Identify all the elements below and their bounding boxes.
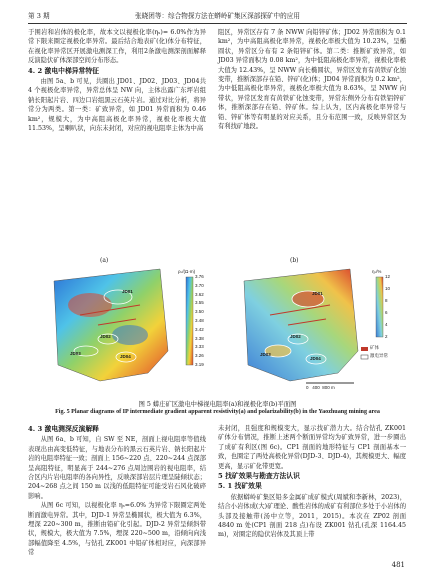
polarizability-map: [230, 255, 405, 395]
scale-b-tick-label: 12: [385, 274, 391, 279]
paragraph: 依据蟒岭矿集区铅多金属矿成矿模式(周斌和李新林，2023)，结合小岩体成(大)矿理论、酸性岩体的成矿有利部位多处于小岩体的头部及接触带(汤中立等，2011，2015)。本次在 ZP02 剖面 4840 m 处(CP1 剖面 218 点)布设 ZK001 钻孔(孔深 1164.45 m)，对圈定的隐伏岩体及其顶上带: [218, 493, 406, 539]
scale-a-tick-label: 3.38: [195, 335, 204, 341]
page-number: 481: [391, 561, 405, 569]
bottom-right-column: [218, 424, 406, 540]
top-right-column: [218, 28, 406, 131]
panel-a-label: (a): [100, 257, 109, 264]
scale-a-tick-label: 3.48: [195, 318, 204, 323]
header-title: 张晓团等：综合物探方法在蟒岭矿集区深部探矿中的应用: [135, 12, 300, 20]
subsection-heading: 5. 1 找矿效果: [218, 482, 262, 491]
anomaly-label-jd02: JD02: [100, 334, 111, 339]
legend-ore-label: 矿体: [370, 345, 379, 350]
paragraph: 由图 5a、b 可见，共圈出 JD01、JD02、JD03、JD04共 4 个视极化率异常，异常总体呈 NW 向，主体出露广东坪岩组钠长阳起片岩、四边口岩组黑云石英片岩。通过对比分析，将异常分为两类。第一类：矿致异常，如 JD01 异常面积为 0.46 km²，规模大，为中高阻高极化率异常，视极化率极大值 11.53%，呈喇叭状，向东未封闭，对应的视电阻率主体为中高: [28, 78, 206, 133]
scale-b-tick-label: 6: [385, 310, 388, 315]
scale-a-tick-label: 3.50: [195, 309, 204, 315]
scale-a-tick-label: 3.42: [195, 326, 204, 332]
paragraph: 从图 6a、b 可知，自 SW 至 NE，剖面上视电阻率等值线表现出由高变低特征，与地表分布的黑云石英片岩、钠长阳起片岩的电阻率特征一致；剖面上 156~220 点、220~244 点深部呈高阻特征，明显高于 244~276 点周边围岩的视电阻率，结合区内片岩电阻率的各向异性，反映深部岩层片理呈陡倾状态；204~268 点之间 150 m 以浅的低阻特征可能受岩石风化破碎影响。: [28, 436, 206, 500]
resistivity-map: [40, 255, 215, 395]
scale-a-tick-label: 3.55: [195, 300, 204, 306]
color-scale-b: [376, 277, 383, 337]
header-rule: [28, 23, 407, 24]
anomaly-label-jd01: JD01: [122, 289, 133, 294]
color-scale-a: [186, 277, 193, 365]
running-header: [28, 8, 407, 22]
scale-bar-label: 0 400 800 m: [306, 385, 335, 390]
scale-a-tick-label: 3.19: [195, 362, 204, 367]
anomaly-label-jd04: JD04: [310, 356, 321, 361]
map-surface: [244, 269, 358, 381]
section-heading: 5 找矿效果与勘查方法认识: [218, 472, 300, 481]
bottom-left-column: [28, 424, 206, 558]
figure-caption-cn: 图 5 蟒庄矿区激电中梯视电阻率(a)和视极化率(b)平面图: [138, 401, 297, 408]
scale-a-title: ρₛ/(Ω·m): [178, 269, 196, 274]
panel-a-resistivity: [40, 255, 215, 395]
scale-a-tick-label: 3.33: [195, 344, 204, 350]
anomaly-label-jd03: JD03: [70, 351, 81, 356]
scale-b-tick-label: 10: [385, 286, 391, 291]
scale-a-tick-label: 3.26: [195, 353, 204, 359]
anomaly-label-jd01: JD01: [312, 291, 323, 296]
header-issue: 第 3 期: [28, 12, 50, 20]
map-surface: [54, 269, 168, 381]
anomaly-label-jd04: JD04: [120, 354, 131, 359]
scale-b-tick-label: 4: [385, 322, 388, 327]
panel-b-polarizability: [230, 255, 405, 395]
anomaly-label-jd03: JD03: [260, 352, 271, 357]
figure-5: [28, 255, 407, 395]
panel-b-label: (b): [290, 257, 299, 264]
anomaly-label-jd02: JD02: [290, 334, 301, 339]
low-zone: [112, 325, 148, 345]
figure-caption-en: Fig. 5 Planar diagrams of IP intermediate gradient apparent resistivity(a) and polarizability(b) in the Yaozhuang mining area: [55, 409, 380, 415]
scale-b-title: ηₛ/%: [372, 269, 382, 274]
legend-swatch-anomaly: [361, 355, 368, 359]
paragraph: 未封闭，且强度和规模变大，显示找矿潜力大。结合钻孔 ZK001 矿体分布情况，推断上述两个断面异常均为矿致异常，进一步圈出了成矿有利区(图 6c)。CP1 剖面的地形特征与 CP1 剖面基本一致，也圈定了两处高极化异常(DJD-3、DJD-4)，其规模更大、幅度更高，显示矿化带更宽。: [218, 425, 406, 470]
section-heading: 4. 2 激电中梯异常特征: [28, 66, 99, 75]
top-left-column: [28, 28, 206, 133]
scale-b-tick-label: 8: [385, 298, 388, 303]
scale-a-tick-label: 3.62: [195, 291, 204, 297]
scale-a-tick-label: 3.76: [195, 274, 204, 279]
scale-a-tick-label: 3.70: [195, 282, 204, 288]
paragraph: 于围岩和岩体的极化率，故本文以视极化率(ηₛ)= 6.0%作为异常下限来圈定视极化率异常。最后结合地表矿(化)体分布特征，在视化率异常区开展激电测深工作，利用2条激电测深剖面解释反演隐伏矿体深部空间分布形态。: [28, 29, 206, 65]
scale-b-tick-label: 2: [385, 334, 388, 339]
paragraph: 阻区，异常区存有 7 条 NWW 向铅锌矿体；JD02 异常面积为 0.1 km²，为中高阻高极化率异常，视极化率极大值为 10.23%，呈椭圆状，异常区分布有 2 条铅锌矿体。第二类：推断矿致异常，如 JD03 异常面积为 0.08 km²，为中低阻高极化率异常，视极化率极大值为 12.43%，呈 NWW 向长椭圆状，异常区发育有黄铁矿化蚀变带，推断深部存在铅、锌矿(化)体；JD04 异常面积为 0.2 km²，为中低阻高极化率异常，视极化率极大值为 8.63%，呈 NWW 向带状，异常区发育有黄铁矿化蚀变带，异常东侧外分布有铁铝锌矿体，推断深部存在铅、锌矿体。综上认为，区内高极化率异常与铅、锌矿体等有明显的对应关系，且分布范围一致，反映异常区为有利找矿地段。: [218, 29, 406, 131]
legend-swatch-ore: [361, 347, 368, 351]
legend-anomaly-label: 激电异常: [370, 353, 388, 358]
section-heading: 4. 3 激电测深反演解释: [28, 425, 99, 433]
paragraph: 从图 6c 可知，以视极化率 ηₛ=6.0% 为异常下限圈定两处断面激电异常。其中，DJD-1 异常呈椭圆状，极大值为 6.3%，埋深 220~300 m，推断由铅矿化引起。DJD-2 异常呈倾斜带状，规模大，极大值为 7.5%，埋深 220~500 m，沿倾向向浅部幅值降至 4.5%，与钻孔 ZK001 中铅矿体相对应，向深部异常: [28, 502, 206, 557]
